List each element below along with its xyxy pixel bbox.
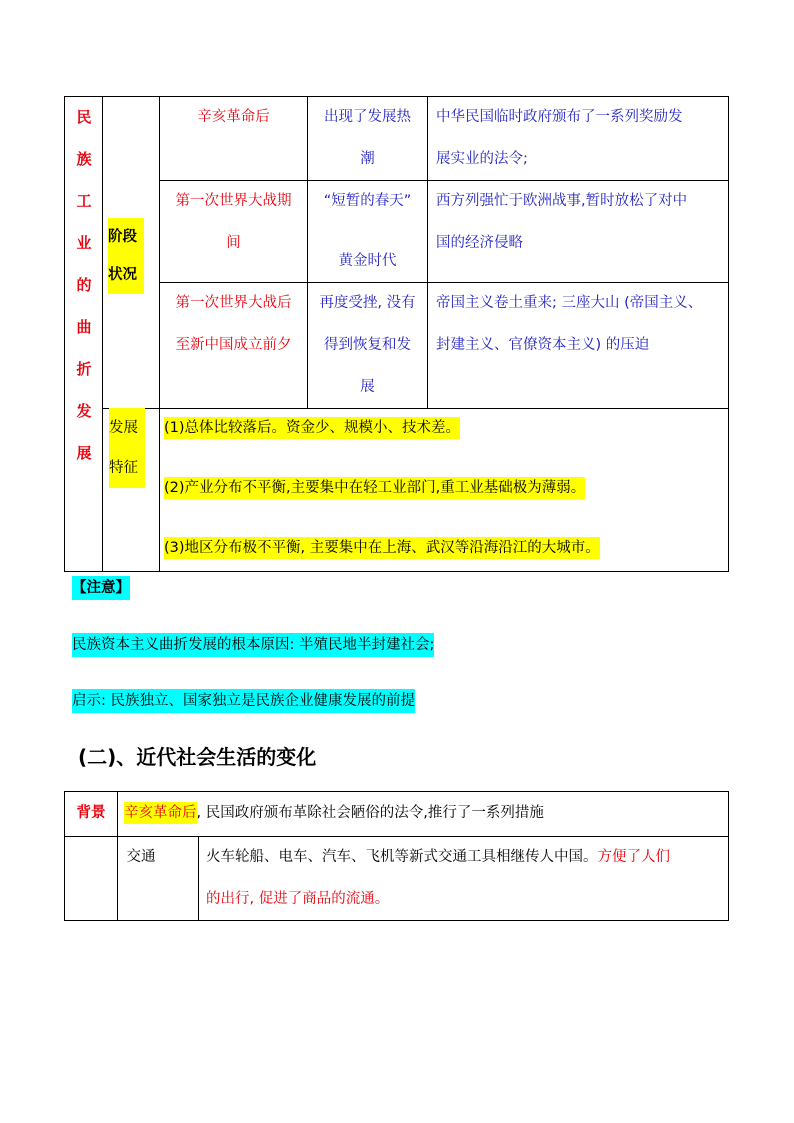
state-cell-1: 出现了发展热 潮 xyxy=(324,109,411,167)
side-title-char: 折 xyxy=(76,360,92,378)
transport-label: 交通 xyxy=(126,849,156,865)
state-cell-2: “短暂的春天” 黄金时代 xyxy=(323,193,412,269)
period-cell-1: 辛亥革命后 xyxy=(197,109,270,125)
section-heading: (二)、近代社会生活的变化 xyxy=(78,745,317,769)
stage-label: 阶段 状况 xyxy=(108,218,144,294)
reason-cell-2: 西方列强忙于欧洲战事,暂时放松了对中 国的经济侵略 xyxy=(436,193,688,251)
transport-text: 火车轮船、电车、汽车、飞机等新式交通工具相继传人中国。方便了人们 的出行, 促进了商品的流通。 xyxy=(206,849,670,907)
feature-item-3: (3)地区分布极不平衡, 主要集中在上海、武汉等沿海沿江的大城市。 xyxy=(164,530,600,566)
note-lesson: 启示: 民族独立、国家独立是民族企业健康发展的前提 xyxy=(72,686,415,716)
note-reason: 民族资本主义曲折发展的根本原因: 半殖民地半封建社会; xyxy=(72,630,434,660)
side-title-char: 展 xyxy=(76,444,92,462)
feature-label: 发展 特征 xyxy=(109,408,145,488)
note-title: 【注意】 xyxy=(72,573,130,603)
state-cell-3: 再度受挫, 没有 得到恢复和发 展 xyxy=(319,295,416,395)
side-title-char: 工 xyxy=(76,192,92,210)
side-title-char: 民 xyxy=(76,108,92,126)
period-cell-3: 第一次世界大战后 至新中国成立前夕 xyxy=(175,295,292,353)
side-title-char: 曲 xyxy=(76,318,92,336)
side-title-char: 业 xyxy=(76,234,92,252)
reason-cell-1: 中华民国临时政府颁布了一系列奖励发 展实业的法令; xyxy=(436,109,683,167)
background-label: 背景 xyxy=(76,805,106,821)
side-title-char: 的 xyxy=(76,276,92,294)
background-text: 辛亥革命后, 民国政府颁布革除社会陋俗的法令,推行了一系列措施 xyxy=(124,792,544,834)
side-title-char: 发 xyxy=(76,402,92,420)
period-cell-2: 第一次世界大战期 间 xyxy=(175,193,292,251)
feature-item-2: (2)产业分布不平衡,主要集中在轻工业部门,重工业基础极为薄弱。 xyxy=(164,470,585,506)
side-title-char: 族 xyxy=(76,150,92,168)
feature-item-1: (1)总体比较落后。资金少、规模小、技术差。 xyxy=(164,410,460,446)
reason-cell-3: 帝国主义卷土重来; 三座大山 (帝国主义、 封建主义、官僚资本主义) 的压迫 xyxy=(436,295,703,353)
